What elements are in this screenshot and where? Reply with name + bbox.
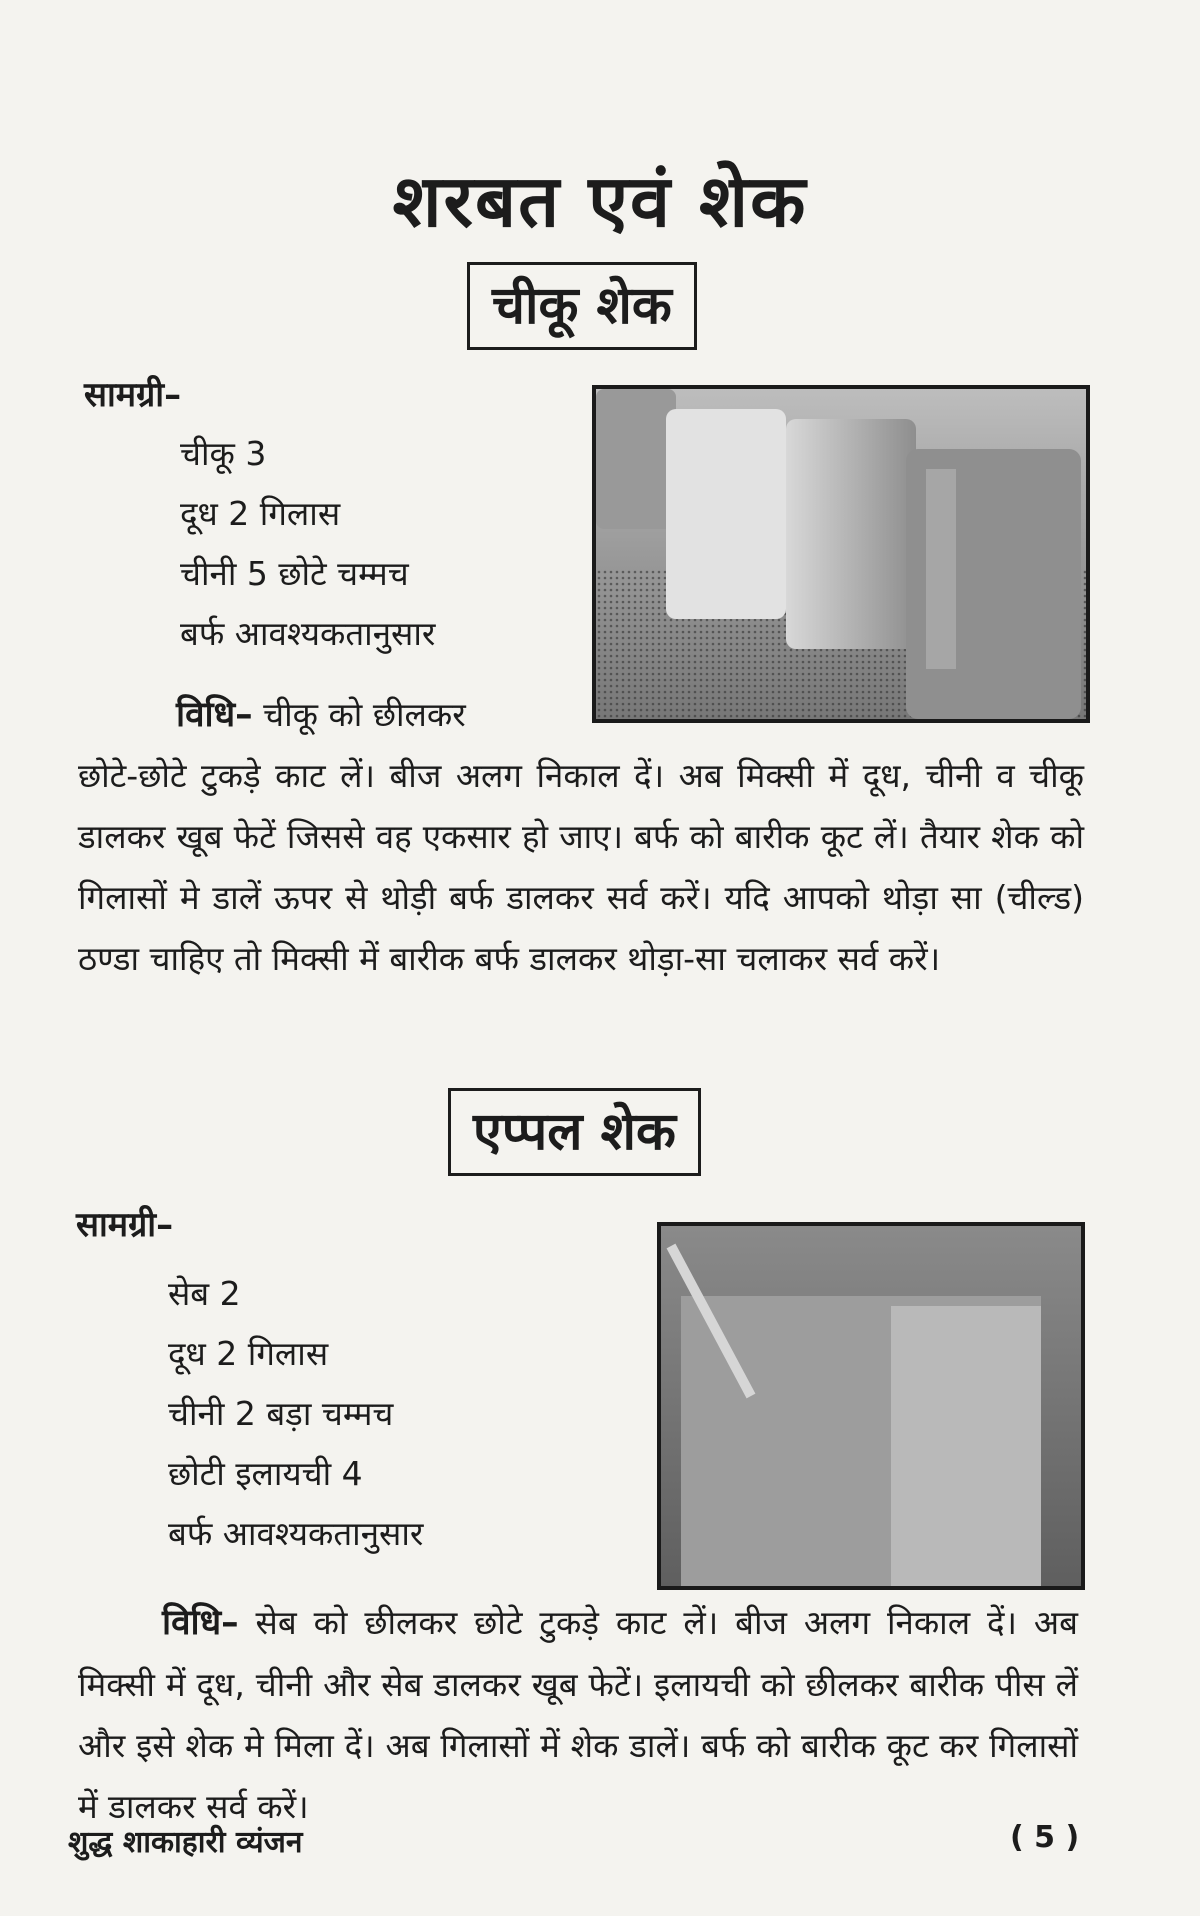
- ingredient-list: [180, 424, 435, 664]
- page-title: शरबत एवं शेक: [392, 159, 808, 243]
- ingredient-item: दूध 2 गिलास: [180, 494, 341, 533]
- method-label: विधि–: [176, 695, 253, 735]
- apple-shake-photo: [657, 1222, 1085, 1590]
- recipe-title-apple-shake: एप्पल शेक: [448, 1088, 701, 1176]
- method-paragraph: [84, 684, 1084, 746]
- recipe-title-chiku-shake: चीकू शेक: [467, 262, 697, 350]
- book-title: शुद्ध शाकाहारी व्यंजन: [68, 1825, 303, 1860]
- ingredient-item: चीनी 2 बड़ा चम्मच: [168, 1394, 394, 1433]
- method-paragraph: [78, 1592, 1078, 1837]
- method-label: विधि–: [162, 1603, 239, 1643]
- glass-image: [661, 1226, 1081, 1586]
- ingredients-label: सामग्री–: [84, 375, 182, 415]
- ingredient-item: बर्फ आवश्यकतानुसार: [168, 1514, 424, 1553]
- chiku-shake-photo: [592, 385, 1090, 723]
- method-text: छोटे-छोटे टुकड़े काट लें। बीज अलग निकाल दें। अब मिक्सी में दूध, चीनी व चीकू डालकर खूब फेटें जिससे वह एकसार हो जाए। बर्फ को बारीक कूट लें। तैयार शेक को गिलासों मे डालें ऊपर से थोड़ी बर्फ डालकर सर्व करें। यदि आपको थोड़ा सा (चील्ड) ठण्डा चाहिए तो मिक्सी में बारीक बर्फ डालकर थोड़ा-सा चलाकर सर्व करें।: [78, 756, 1084, 978]
- ingredient-item: चीनी 5 छोटे चम्मच: [180, 554, 409, 593]
- ingredient-item: चीकू 3: [180, 434, 267, 473]
- method-text: सेब को छीलकर छोटे टुकड़े काट लें। बीज अलग निकाल दें। अब मिक्सी में दूध, चीनी और सेब डालकर खूब फेटें। इलायची को छीलकर बारीक पीस लें और इसे शेक मे मिला दें। अब गिलासों में शेक डालें। बर्फ को बारीक कूट कर गिलासों में डालकर सर्व करें।: [78, 1603, 1078, 1826]
- page-number: ( 5 ): [1010, 1820, 1080, 1855]
- ingredient-item: छोटी इलायची 4: [168, 1454, 363, 1493]
- ingredient-item: दूध 2 गिलास: [168, 1334, 329, 1373]
- method-first-line: चीकू को छीलकर: [263, 695, 466, 734]
- ingredient-list: [168, 1264, 423, 1564]
- ingredients-label: सामग्री–: [76, 1205, 174, 1245]
- glasses-image: [596, 389, 1086, 719]
- ingredient-item: सेब 2: [168, 1274, 241, 1313]
- ingredient-item: बर्फ आवश्यकतानुसार: [180, 614, 436, 653]
